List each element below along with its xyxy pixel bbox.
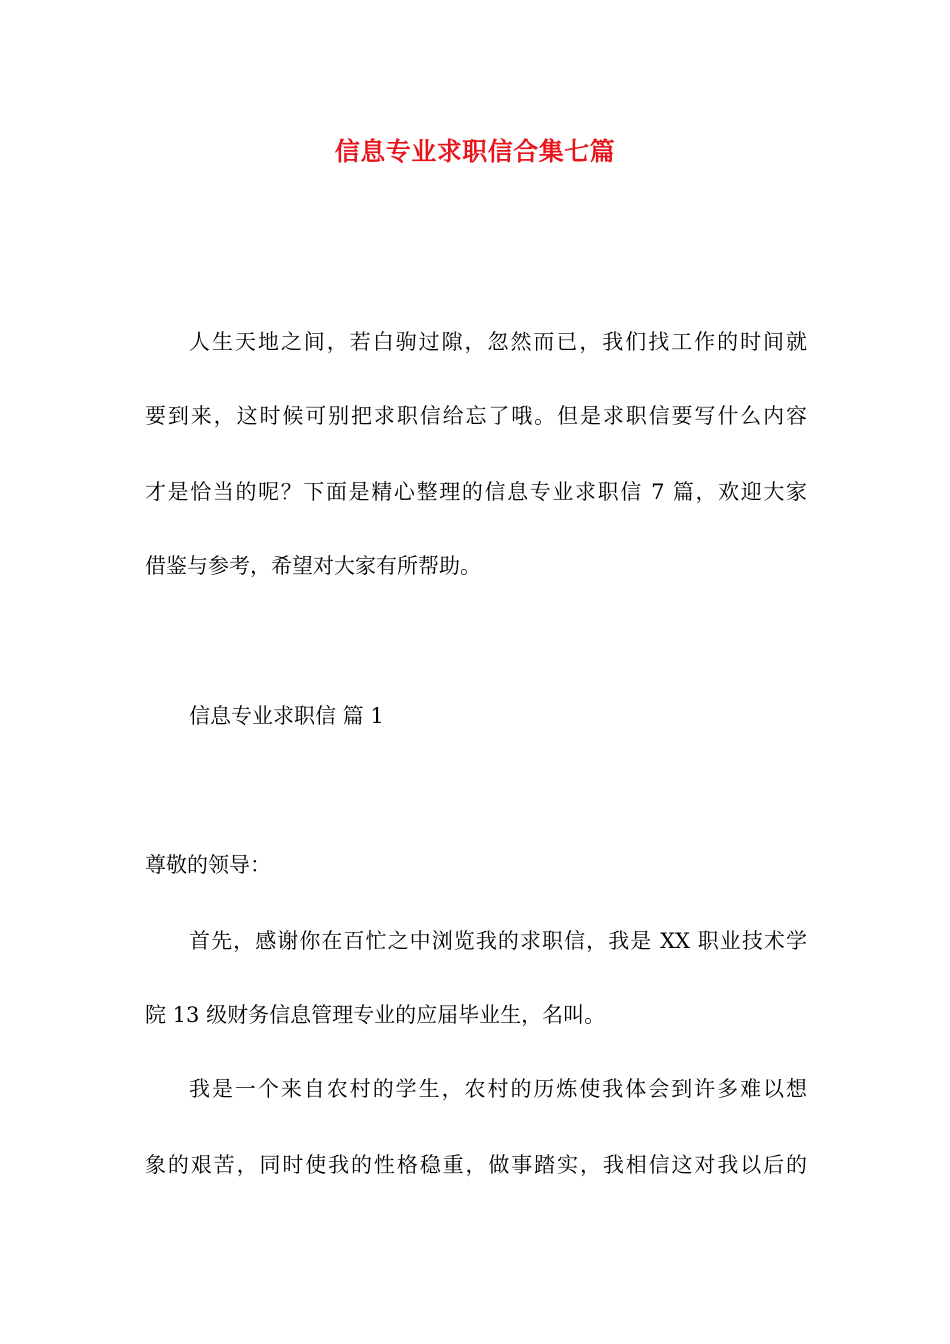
intro-line-3: 才是恰当的呢？下面是精心整理的信息专业求职信 7 篇，欢迎大家 bbox=[145, 480, 807, 504]
salutation: 尊敬的领导： bbox=[145, 853, 271, 877]
para1-line-1: 首先，感谢你在百忙之中浏览我的求职信，我是 XX 职业技术学 bbox=[189, 929, 807, 953]
para2-line-2: 象的艰苦，同时使我的性格稳重，做事踏实，我相信这对我以后的 bbox=[145, 1153, 807, 1177]
intro-line-2: 要到来，这时候可别把求职信给忘了哦。但是求职信要写什么内容 bbox=[145, 404, 807, 428]
intro-line-1: 人生天地之间，若白驹过隙，忽然而已，我们找工作的时间就 bbox=[189, 330, 807, 354]
section-heading: 信息专业求职信 篇 1 bbox=[189, 704, 384, 728]
para2-line-1: 我是一个来自农村的学生，农村的历炼使我体会到许多难以想 bbox=[189, 1077, 807, 1101]
para1-line-2: 院 13 级财务信息管理专业的应届毕业生，名叫。 bbox=[145, 1003, 606, 1027]
document-title: 信息专业求职信合集七篇 bbox=[334, 137, 616, 166]
intro-line-4: 借鉴与参考，希望对大家有所帮助。 bbox=[145, 554, 481, 578]
